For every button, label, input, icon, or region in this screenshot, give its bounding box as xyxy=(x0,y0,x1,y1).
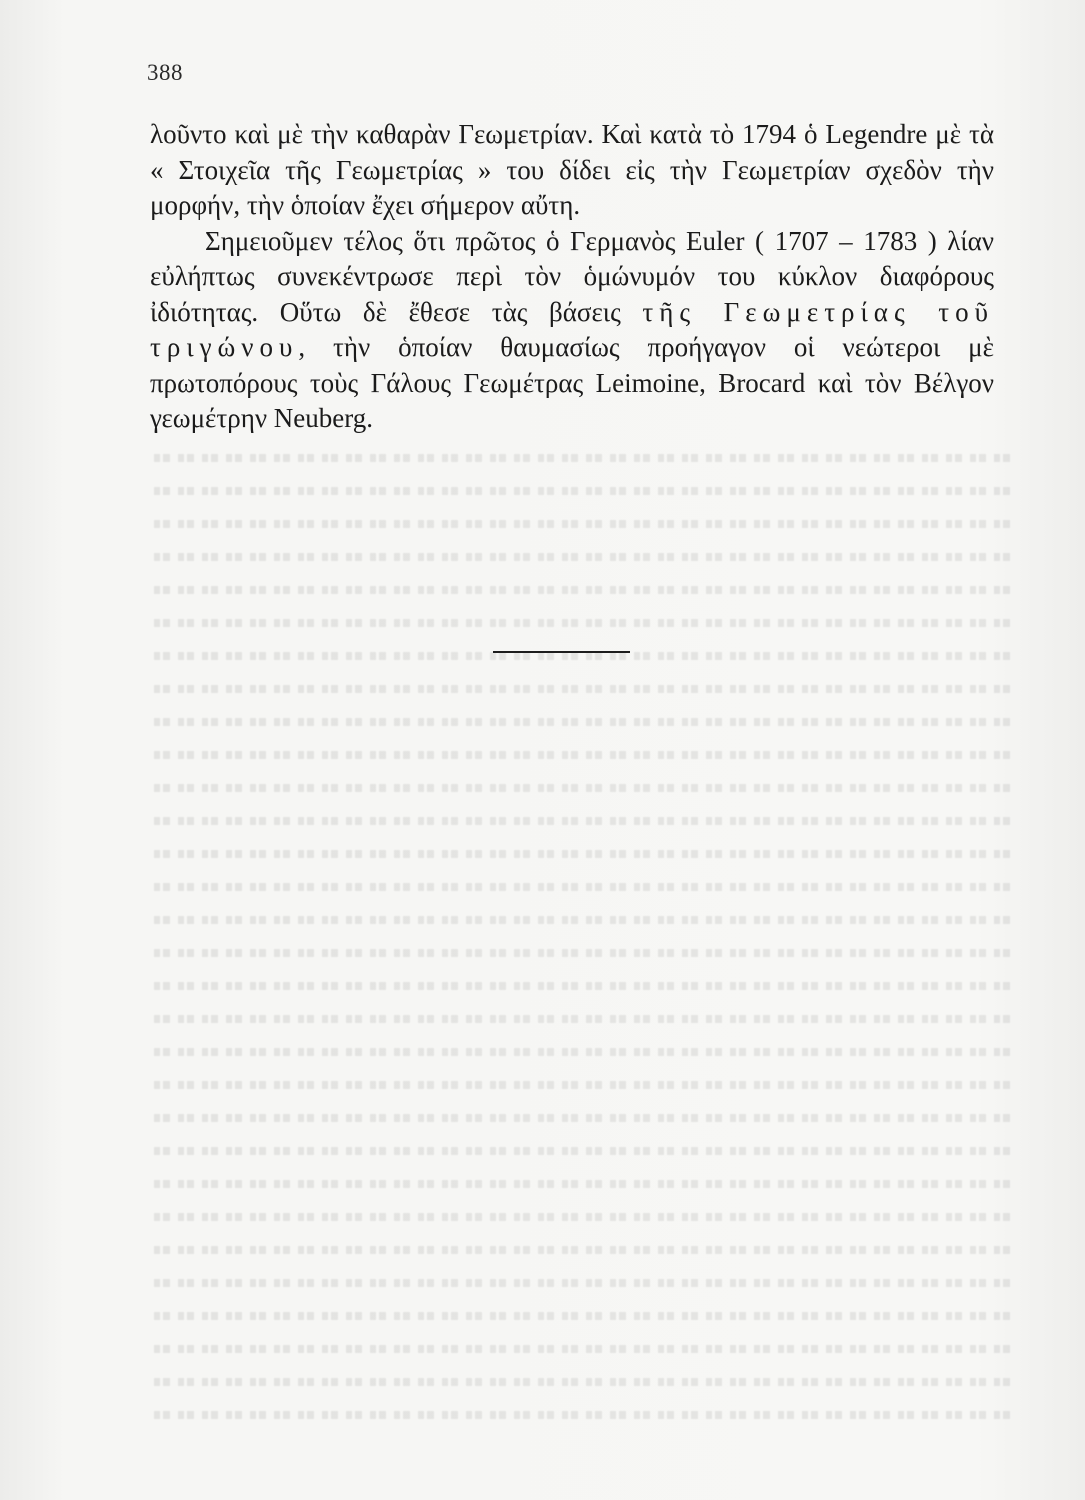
paragraph-euler-end: , τὴν ὁποίαν θαυμασίως προήγαγον οἱ νεώτεροι μὲ πρωτοπόρους τοὺς Γάλους Γεωμέτρας Leimoine, Brocard καὶ τὸν Βέλγον γεωμέτρην Neuberg. xyxy=(150,332,994,433)
paragraph-legendre: λοῦντο καὶ μὲ τὴν καθαρὰν Γεωμετρίαν. Καὶ κατὰ τὸ 1794 ὁ Legendre μὲ τὰ « Στοιχεῖα τῆς Γεωμετρίας » του δίδει εἰς τὴν Γεωμετρίαν σχεδὸν τὴν μορφήν, τὴν ὁποίαν ἔχει σήμερον αὔτη. xyxy=(150,119,994,220)
page-number: 388 xyxy=(147,60,183,85)
bleed-through-text xyxy=(150,440,1010,1460)
section-divider xyxy=(493,651,630,653)
paragraph-euler xyxy=(150,224,994,437)
paragraph-euler-start: Σημειοῦμεν τέλος ὅτι πρῶτος ὁ Γερμανὸς Euler ( 1707 – 1783 ) λίαν εὐλήπτως συνεκέντρωσε περὶ τὸν ὁμώνυμόν του κύκλον διαφόρους ἰδιότητας. Οὕτω δὲ ἔθεσε τὰς βάσεις xyxy=(150,225,994,327)
body-text xyxy=(150,117,994,437)
triangle-geometry-term: τῆς Γεωμετρίας τοῦ τριγώνου xyxy=(150,296,994,362)
